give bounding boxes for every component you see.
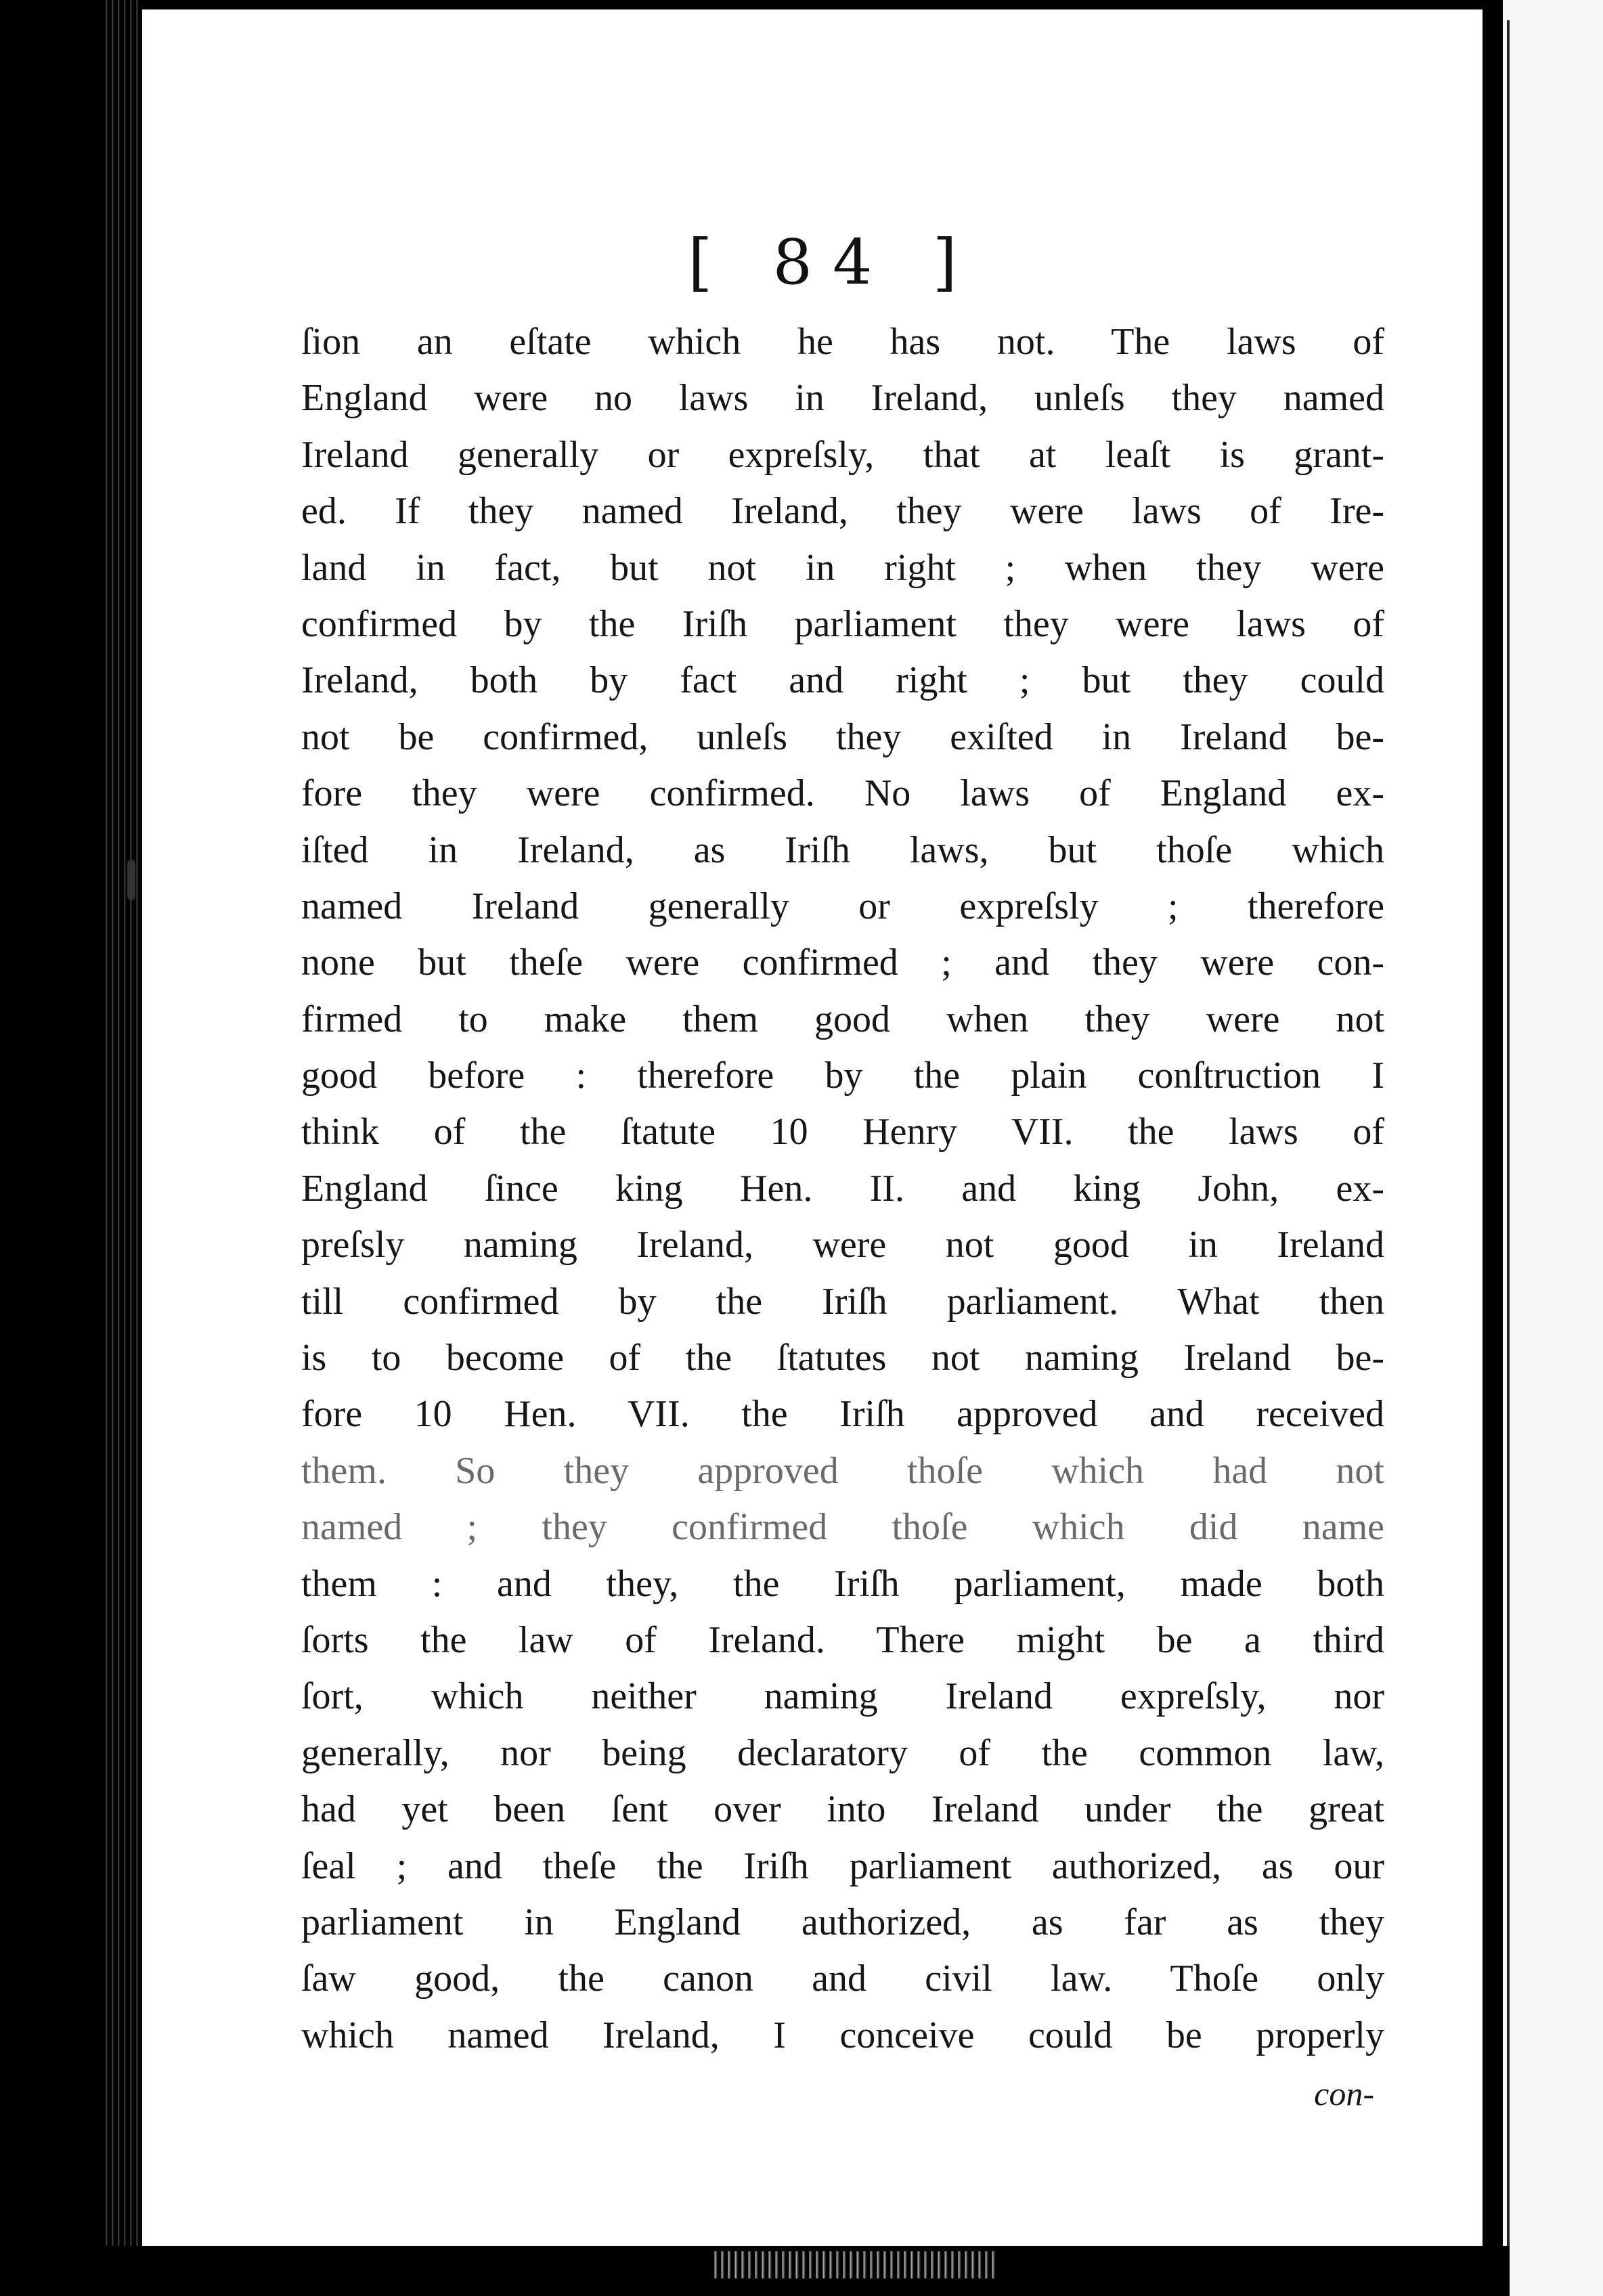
book-spine-edge (102, 0, 142, 2296)
text-line: is to become of the ſtatutes not naming Ireland be- (301, 1337, 1384, 1379)
text-line: till confirmed by the Iriſh parliament. What then (301, 1280, 1384, 1323)
text-line: firmed to make them good when they were not (301, 998, 1384, 1040)
text-line: which named Ireland, I conceive could be properly (301, 2014, 1384, 2056)
text-line: ſaw good, the canon and civil law. Thoſe only (301, 1958, 1384, 2000)
scan-speck (127, 860, 135, 900)
text-line: parliament in England authorized, as far as they (301, 1901, 1384, 1943)
text-line: named Ireland generally or expreſsly ; therefore (301, 885, 1384, 927)
text-line: England were no laws in Ireland, unleſs they named (301, 377, 1384, 420)
scan-border-top (0, 0, 1603, 9)
text-line: ſeal ; and theſe the Iriſh parliament authorized, as our (301, 1845, 1384, 1887)
facing-page-border (1507, 20, 1510, 2281)
text-line: England ſince king Hen. II. and king John, ex- (301, 1167, 1384, 1210)
text-line: preſsly naming Ireland, were not good in Ireland (301, 1224, 1384, 1266)
catchword: con- (1314, 2075, 1374, 2113)
body-text-block (301, 314, 1384, 2064)
text-line: ed. If they named Ireland, they were laws of Ire- (301, 490, 1384, 533)
text-line: iſted in Ireland, as Iriſh laws, but thoſe which (301, 829, 1384, 871)
text-line: fore 10 Hen. VII. the Iriſh approved and received (301, 1393, 1384, 1436)
text-line: them. So they approved thoſe which had not (301, 1449, 1384, 1492)
page-edge-texture (711, 2251, 995, 2278)
text-line: named ; they confirmed thoſe which did name (301, 1506, 1384, 1549)
text-line: think of the ſtatute 10 Henry VII. the laws of (301, 1111, 1384, 1153)
text-line: Ireland generally or expreſsly, that at leaſt is grant- (301, 433, 1384, 476)
text-line: fore they were confirmed. No laws of England ex- (301, 772, 1384, 815)
text-line: had yet been ſent over into Ireland under the great (301, 1788, 1384, 1831)
text-line: Ireland, both by fact and right ; but they could (301, 659, 1384, 702)
text-line: not be confirmed, unleſs they exiſted in Ireland be- (301, 715, 1384, 758)
scan-gutter-right (1483, 0, 1503, 2296)
text-line: ſion an eſtate which he has not. The laws of (301, 321, 1384, 363)
text-line: generally, nor being declaratory of the common law, (301, 1731, 1384, 1774)
book-page (142, 9, 1481, 2246)
text-line: none but theſe were confirmed ; and they were con- (301, 942, 1384, 984)
text-line: ſort, which neither naming Ireland expreſsly, nor (301, 1675, 1384, 1718)
text-line: confirmed by the Iriſh parliament they were laws of (301, 602, 1384, 645)
text-line: land in fact, but not in right ; when they were (301, 546, 1384, 589)
text-line: ſorts the law of Ireland. There might be a third (301, 1618, 1384, 1661)
page-number-header: [ 84 ] (688, 226, 978, 299)
facing-page-edge (1503, 0, 1603, 2296)
text-line: them : and they, the Iriſh parliament, made both (301, 1562, 1384, 1605)
text-line: good before : therefore by the plain conſtruction I (301, 1055, 1384, 1097)
